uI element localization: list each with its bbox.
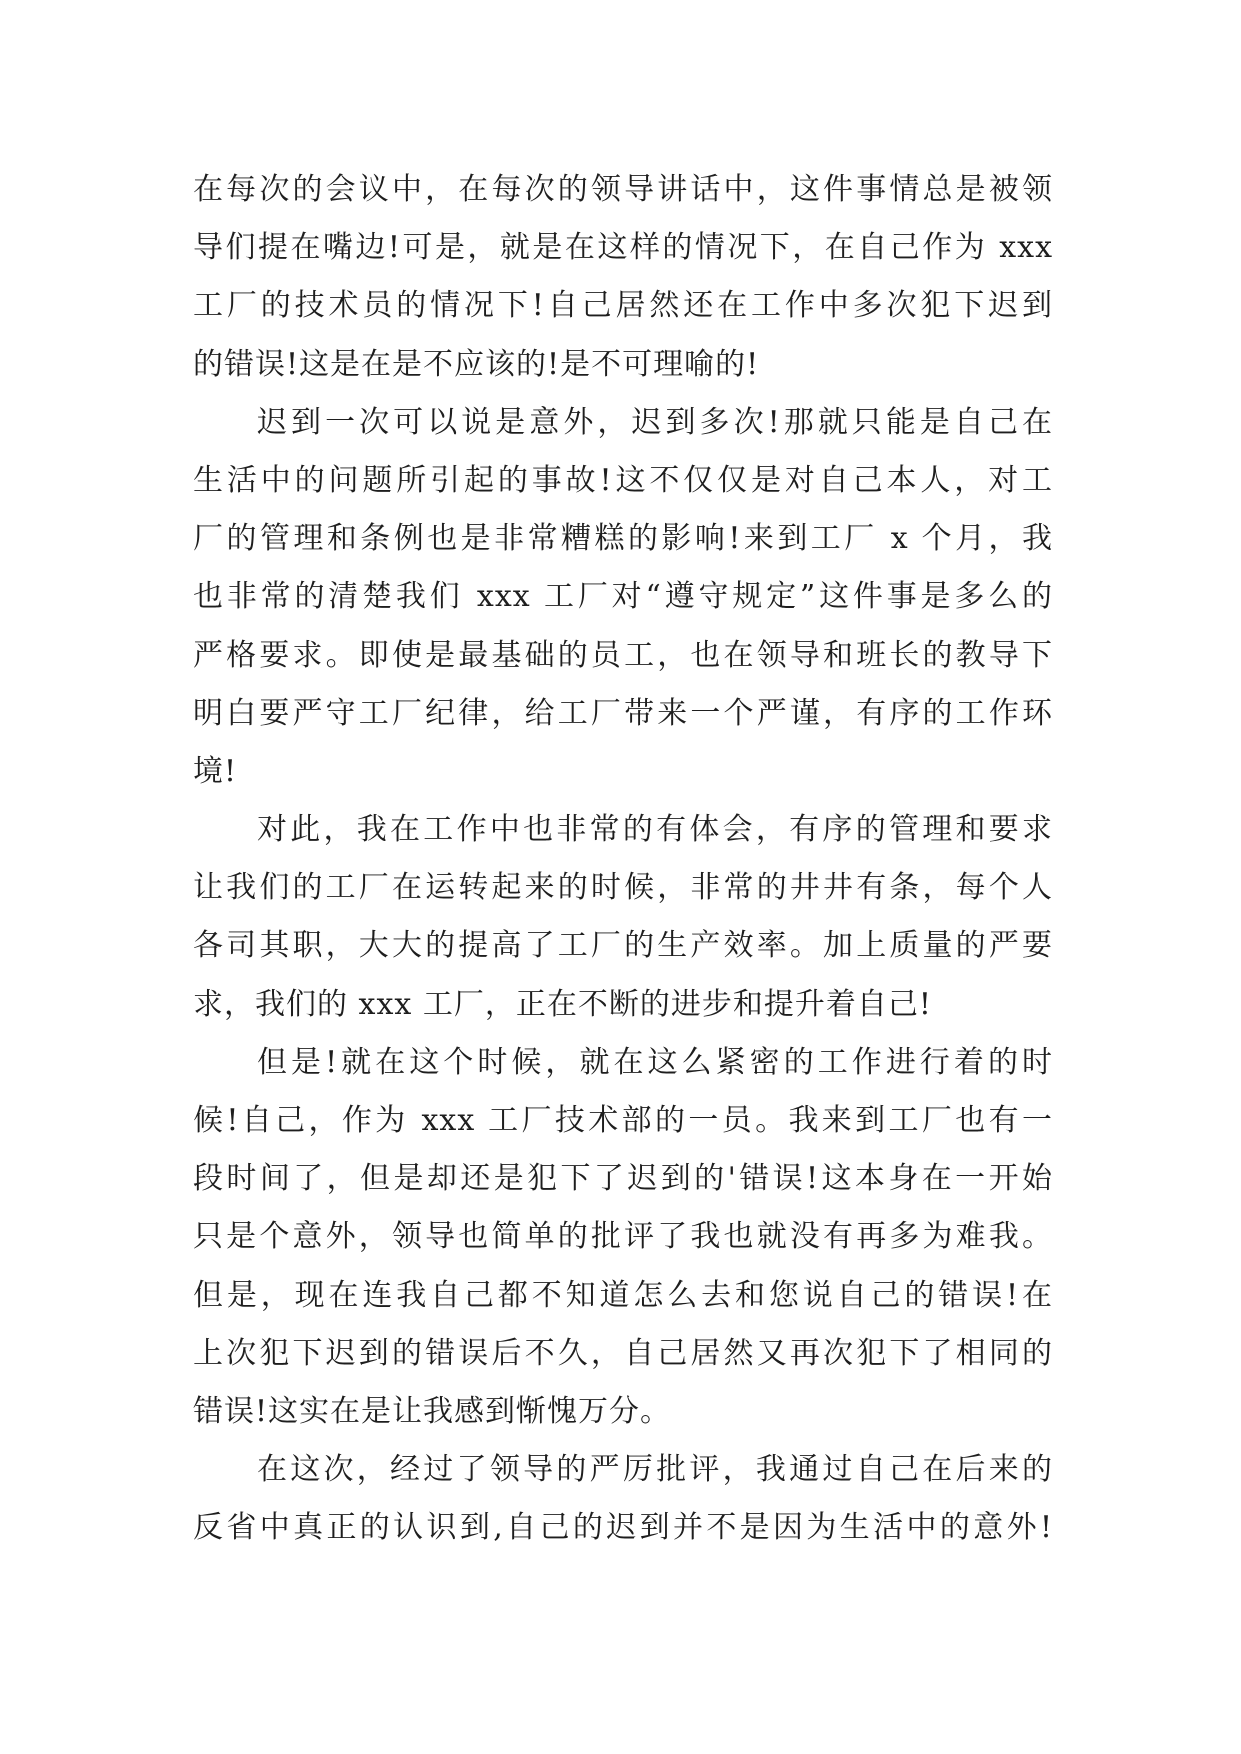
text-line: 生活中的问题所引起的事故!这不仅仅是对自己本人，对工 [193, 462, 1053, 498]
text-line: 迟到一次可以说是意外，迟到多次!那就只能是自己在 [257, 404, 1053, 440]
text-line: 也非常的清楚我们 xxx 工厂对“遵守规定”这件事是多么的 [193, 579, 1053, 615]
text-line: 严格要求。即使是最基础的员工，也在领导和班长的教导下 [193, 637, 1053, 673]
text-line: 工厂的技术员的情况下!自己居然还在工作中多次犯下迟到 [193, 288, 1053, 324]
text-line: 反省中真正的认识到,自己的迟到并不是因为生活中的意外! [193, 1510, 1053, 1546]
text-line: 但是，现在连我自己都不知道怎么去和您说自己的错误!在 [193, 1277, 1053, 1313]
text-line: 在这次，经过了领导的严厉批评，我通过自己在后来的 [257, 1452, 1053, 1488]
text-line: 但是!就在这个时候，就在这么紧密的工作进行着的时 [257, 1044, 1053, 1080]
text-line: 的错误!这是在是不应该的!是不可理喻的! [193, 346, 760, 382]
text-line: 求，我们的 xxx 工厂，正在不断的进步和提升着自己! [193, 986, 932, 1022]
text-line: 上次犯下迟到的错误后不久，自己居然又再次犯下了相同的 [193, 1335, 1053, 1371]
document-body [193, 161, 1053, 1558]
text-line: 只是个意外，领导也简单的批评了我也就没有再多为难我。 [193, 1219, 1053, 1255]
text-line: 让我们的工厂在运转起来的时候，非常的井井有条，每个人 [193, 870, 1053, 906]
text-line: 对此，我在工作中也非常的有体会，有序的管理和要求 [257, 812, 1053, 848]
text-line: 导们提在嘴边!可是，就是在这样的情况下，在自己作为 xxx [193, 230, 1053, 266]
text-line: 各司其职，大大的提高了工厂的生产效率。加上质量的严要 [193, 928, 1053, 964]
text-line: 明白要严守工厂纪律，给工厂带来一个严谨，有序的工作环 [193, 695, 1053, 731]
text-line: 境! [193, 753, 238, 789]
text-line: 在每次的会议中，在每次的领导讲话中，这件事情总是被领 [193, 172, 1053, 207]
text-line: 错误!这实在是让我感到惭愧万分。 [193, 1393, 672, 1429]
text-line: 厂的管理和条例也是非常糟糕的影响!来到工厂 x 个月，我 [193, 521, 1053, 557]
text-line: 候!自己，作为 xxx 工厂技术部的一员。我来到工厂也有一 [193, 1103, 1053, 1138]
text-line: 段时间了，但是却还是犯下了迟到的'错误!这本身在一开始 [193, 1161, 1053, 1197]
